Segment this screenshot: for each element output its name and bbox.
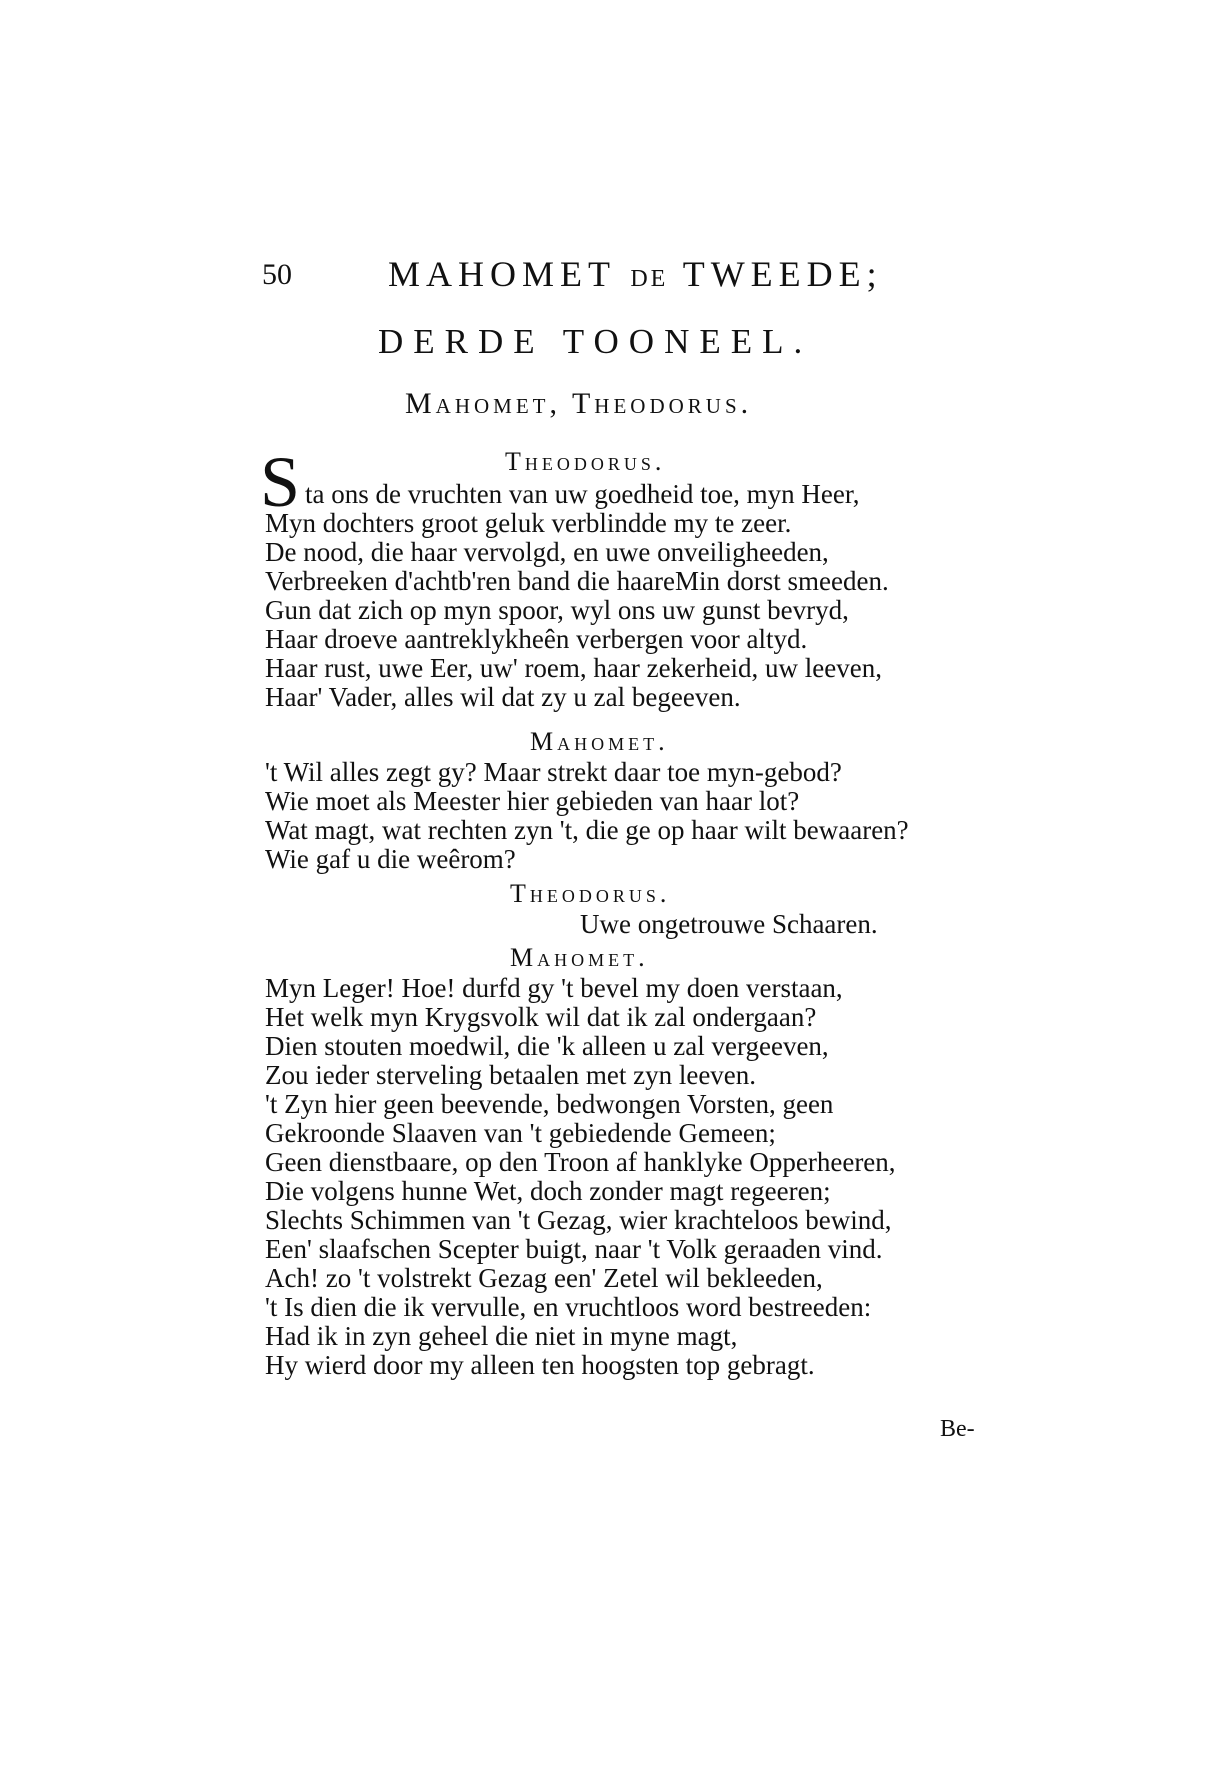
scene-title: DERDE TOONEEL.: [378, 322, 813, 361]
verse-block: [265, 758, 909, 874]
verse-line: 't Zyn hier geen beevende, bedwongen Vorsten, geen: [265, 1089, 834, 1119]
verse-line: Haar droeve aantreklykheên verbergen voor altyd.: [265, 624, 808, 654]
verse-line: De nood, die haar vervolgd, en uwe onveiligheeden,: [265, 537, 829, 567]
verse-line: Zou ieder sterveling betaalen met zyn leeven.: [265, 1060, 757, 1090]
verse-block: [580, 910, 878, 939]
speaker-theodorus: Theodorus.: [505, 447, 666, 476]
running-head: [388, 252, 883, 301]
verse-line: Geen dienstbaare, op den Troon af hanklyke Opperheeren,: [265, 1147, 896, 1177]
verse-line: Myn Leger! Hoe! durfd gy 't bevel my doen verstaan,: [265, 973, 843, 1003]
verse-line: Had ik in zyn geheel die niet in myne magt,: [265, 1321, 738, 1351]
verse-line: 't Is dien die ik vervulle, en vruchtloos word bestreeden:: [265, 1292, 872, 1322]
verse-line: Verbreeken d'achtb'ren band die haareMin dorst smeeden.: [265, 566, 889, 596]
speaker-mahomet: Mahomet.: [510, 943, 649, 972]
speaker-mahomet: Mahomet.: [530, 727, 669, 756]
drop-cap: S: [260, 442, 301, 522]
speaker-theodorus: Theodorus.: [510, 879, 671, 908]
verse-line: Slechts Schimmen van 't Gezag, wier krachteloos bewind,: [265, 1205, 892, 1235]
verse-line: Dien stouten moedwil, die 'k alleen u zal vergeeven,: [265, 1031, 829, 1061]
running-head-main: MAHOMET: [388, 254, 616, 294]
verse-line: Gekroonde Slaaven van 't gebiedende Gemeen;: [265, 1118, 776, 1148]
verse-line: Uwe ongetrouwe Schaaren.: [580, 909, 878, 939]
verse-block: [265, 974, 896, 1380]
cast-list: Mahomet, Theodorus.: [405, 387, 753, 420]
verse-line: Hy wierd door my alleen ten hoogsten top gebragt.: [265, 1350, 815, 1380]
running-head-end: TWEEDE;: [682, 254, 883, 294]
verse-line: Ach! zo 't volstrekt Gezag een' Zetel wil bekleeden,: [265, 1263, 823, 1293]
catchword: Be-: [940, 1416, 975, 1442]
verse-line: Myn dochters groot geluk verblindde my te zeer.: [265, 508, 792, 538]
verse-line: Gun dat zich op myn spoor, wyl ons uw gunst bevryd,: [265, 595, 849, 625]
verse-block: [265, 480, 889, 712]
running-head-particle: DE: [630, 266, 669, 292]
verse-line: Haar' Vader, alles wil dat zy u zal begeeven.: [265, 682, 741, 712]
verse-line: Wie moet als Meester hier gebieden van haar lot?: [265, 786, 800, 816]
verse-line: 't Wil alles zegt gy? Maar strekt daar toe myn-gebod?: [265, 757, 842, 787]
verse-line: Een' slaafschen Scepter buigt, naar 't Volk geraaden vind.: [265, 1234, 883, 1264]
verse-line: Die volgens hunne Wet, doch zonder magt regeeren;: [265, 1176, 831, 1206]
verse-line: Haar rust, uwe Eer, uw' roem, haar zekerheid, uw leeven,: [265, 653, 883, 683]
verse-line: Wie gaf u die weêrom?: [265, 844, 516, 874]
page-number: 50: [262, 258, 292, 291]
verse-line: Wat magt, wat rechten zyn 't, die ge op haar wilt bewaaren?: [265, 815, 909, 845]
verse-line: ta ons de vruchten van uw goedheid toe, myn Heer,: [305, 479, 860, 509]
verse-line: Het welk myn Krygsvolk wil dat ik zal ondergaan?: [265, 1002, 817, 1032]
